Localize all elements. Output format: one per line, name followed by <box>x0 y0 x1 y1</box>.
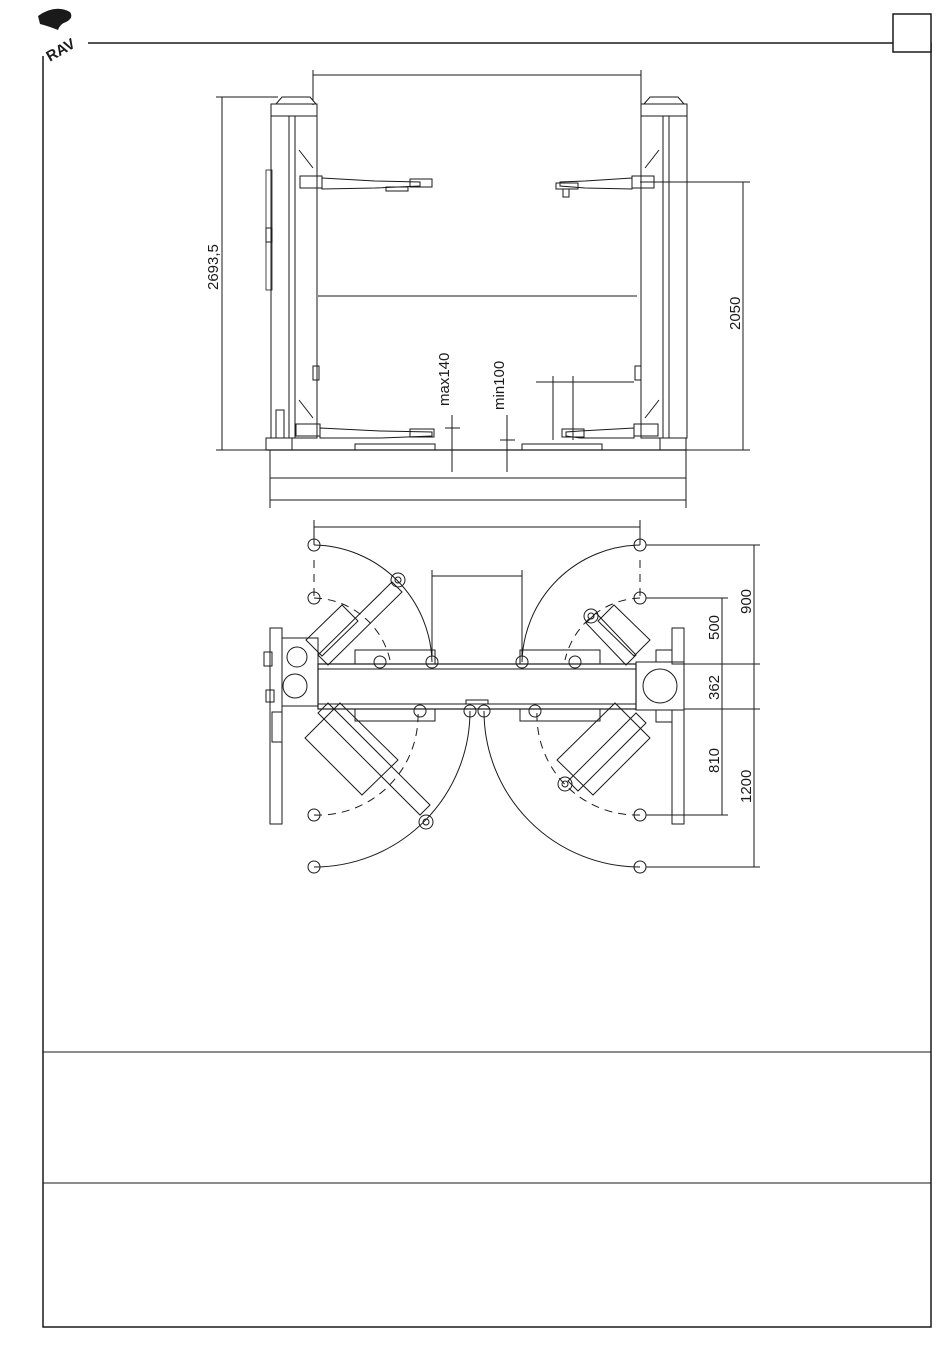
reference-circles <box>308 539 646 873</box>
dim-900-label: 900 <box>738 588 755 614</box>
page-frame <box>43 43 931 1327</box>
lower-arms <box>296 424 658 438</box>
lift-front-view <box>216 70 750 508</box>
left-column-top <box>264 628 318 824</box>
base-plates <box>266 438 686 450</box>
dim-overall-height-label: 2693,5 <box>205 244 222 290</box>
base-beam <box>318 664 636 709</box>
left-column <box>266 97 319 438</box>
dim-1200-label: 1200 <box>738 769 755 803</box>
dim-362-label: 362 <box>706 674 723 700</box>
lift-top-view <box>264 520 760 873</box>
dim-lift-height-label: 2050 <box>727 296 744 330</box>
upper-arms <box>300 176 654 197</box>
logo-text: RAV <box>43 35 79 66</box>
dim-500-label: 500 <box>706 614 723 640</box>
dim-min-arm-label: min100 <box>491 360 508 410</box>
page-number-box <box>893 14 931 52</box>
brand-logo <box>36 9 88 66</box>
dim-max-arm-label: max140 <box>436 352 453 406</box>
right-column <box>635 97 687 438</box>
dim-810-label: 810 <box>706 747 723 773</box>
